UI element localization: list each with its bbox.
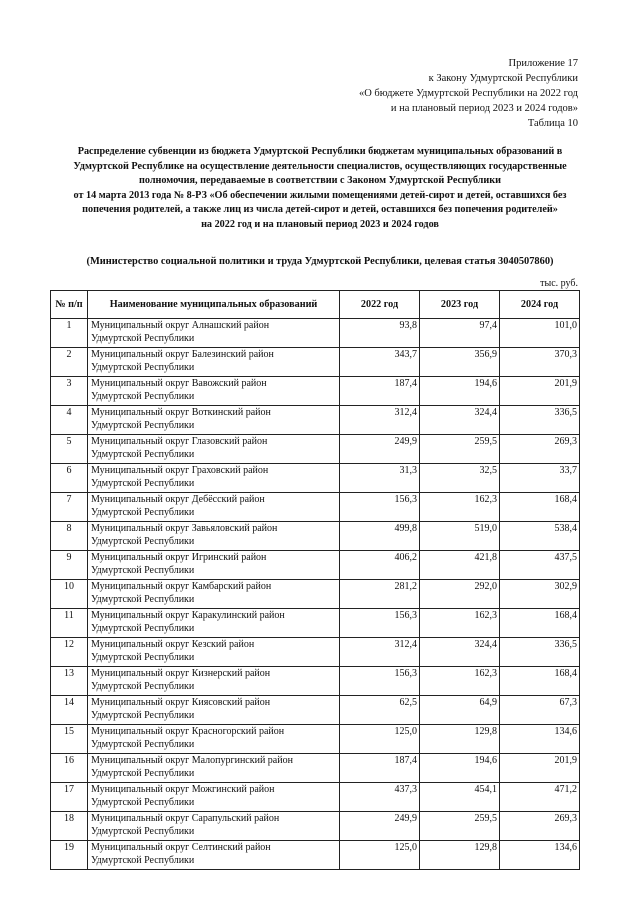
row-name-line: Удмуртской Республики xyxy=(91,825,195,837)
title-line: Распределение субвенции из бюджета Удмуртской Республики бюджетам муниципальных образований в xyxy=(77,146,563,157)
table-label: Таблица 10 xyxy=(527,118,578,129)
row-value-2023: 259,5 xyxy=(420,812,500,841)
table-row xyxy=(51,435,580,464)
ministry-subtitle: (Министерство социальной политики и труда Удмуртской Республики, целевая статья 3040507860) xyxy=(86,256,554,267)
table-row xyxy=(51,493,580,522)
row-name xyxy=(88,783,340,812)
table-row xyxy=(51,754,580,783)
row-value-2024: 168,4 xyxy=(500,493,580,522)
document-title xyxy=(48,145,592,233)
header-line: к Закону Удмуртской Республики xyxy=(428,73,578,84)
row-number: 14 xyxy=(51,696,88,725)
row-value-2024: 33,7 xyxy=(500,464,580,493)
row-name-line: Удмуртской Республики xyxy=(91,448,195,460)
header-name: Наименование муниципальных образований xyxy=(88,291,340,319)
row-number: 8 xyxy=(51,522,88,551)
row-number: 4 xyxy=(51,406,88,435)
row-name xyxy=(88,667,340,696)
table-row xyxy=(51,725,580,754)
title-line: от 14 марта 2013 года № 8-РЗ «Об обеспечении жилыми помещениями детей-сирот и детей, оставшихся без xyxy=(73,189,567,201)
row-value-2024: 168,4 xyxy=(500,609,580,638)
table-row xyxy=(51,812,580,841)
row-number: 6 xyxy=(51,464,88,493)
row-name xyxy=(88,638,340,667)
row-value-2022: 156,3 xyxy=(340,493,420,522)
row-value-2023: 97,4 xyxy=(420,319,500,348)
row-name-line: Удмуртской Республики xyxy=(91,767,195,779)
row-value-2022: 312,4 xyxy=(340,406,420,435)
row-number: 5 xyxy=(51,435,88,464)
row-value-2023: 129,8 xyxy=(420,725,500,754)
row-name-line: Муниципальный округ Вавожский район xyxy=(91,378,267,389)
row-value-2024: 437,5 xyxy=(500,551,580,580)
table-row xyxy=(51,406,580,435)
row-value-2022: 343,7 xyxy=(340,348,420,377)
row-name-line: Муниципальный округ Кизнерский район xyxy=(91,668,271,679)
row-name xyxy=(88,377,340,406)
table-row xyxy=(51,696,580,725)
row-value-2024: 302,9 xyxy=(500,580,580,609)
table-row xyxy=(51,609,580,638)
row-number: 17 xyxy=(51,783,88,812)
table-row xyxy=(51,580,580,609)
row-value-2023: 356,9 xyxy=(420,348,500,377)
row-name-line: Удмуртской Республики xyxy=(91,506,195,518)
row-value-2022: 156,3 xyxy=(340,609,420,638)
row-name xyxy=(88,493,340,522)
row-value-2022: 31,3 xyxy=(340,464,420,493)
table-row xyxy=(51,783,580,812)
row-number: 15 xyxy=(51,725,88,754)
row-name-line: Удмуртской Республики xyxy=(91,361,195,373)
row-value-2024: 168,4 xyxy=(500,667,580,696)
row-value-2023: 324,4 xyxy=(420,638,500,667)
row-value-2024: 101,0 xyxy=(500,319,580,348)
row-name xyxy=(88,841,340,870)
row-value-2022: 187,4 xyxy=(340,377,420,406)
header-2024: 2024 год xyxy=(500,291,580,319)
row-value-2024: 134,6 xyxy=(500,841,580,870)
row-value-2023: 194,6 xyxy=(420,754,500,783)
header-line: и на плановый период 2023 и 2024 годов» xyxy=(390,103,578,114)
row-number: 9 xyxy=(51,551,88,580)
header-2022: 2022 год xyxy=(340,291,420,319)
table-row xyxy=(51,348,580,377)
table-row xyxy=(51,522,580,551)
row-name-line: Муниципальный округ Можгинский район xyxy=(91,784,275,795)
row-value-2022: 437,3 xyxy=(340,783,420,812)
row-number: 16 xyxy=(51,754,88,783)
row-name-line: Удмуртской Республики xyxy=(91,564,195,576)
row-name-line: Муниципальный округ Сарапульский район xyxy=(91,813,280,824)
row-value-2022: 125,0 xyxy=(340,841,420,870)
row-name xyxy=(88,725,340,754)
row-value-2022: 156,3 xyxy=(340,667,420,696)
row-value-2023: 421,8 xyxy=(420,551,500,580)
title-line: на 2022 год и на плановый период 2023 и 2024 годов xyxy=(201,218,439,230)
row-value-2024: 269,3 xyxy=(500,435,580,464)
row-value-2023: 292,0 xyxy=(420,580,500,609)
row-name-line: Муниципальный округ Малопургинский район xyxy=(91,755,293,766)
subvention-table xyxy=(50,290,580,870)
document-header xyxy=(359,56,578,131)
row-name xyxy=(88,551,340,580)
header-2023: 2023 год xyxy=(420,291,500,319)
row-name-line: Удмуртской Республики xyxy=(91,332,195,344)
row-name xyxy=(88,696,340,725)
row-name-line: Удмуртской Республики xyxy=(91,535,195,547)
row-name-line: Удмуртской Республики xyxy=(91,593,195,605)
row-number: 7 xyxy=(51,493,88,522)
row-name-line: Муниципальный округ Кезский район xyxy=(91,639,255,650)
row-value-2022: 281,2 xyxy=(340,580,420,609)
row-number: 13 xyxy=(51,667,88,696)
row-name-line: Муниципальный округ Воткинский район xyxy=(91,407,271,418)
row-name-line: Муниципальный округ Алнашский район xyxy=(91,320,270,331)
row-name-line: Муниципальный округ Игринский район xyxy=(91,552,267,563)
row-name-line: Муниципальный округ Граховский район xyxy=(91,465,269,476)
row-value-2022: 62,5 xyxy=(340,696,420,725)
row-name-line: Удмуртской Республики xyxy=(91,622,195,634)
row-name-line: Удмуртской Республики xyxy=(91,796,195,808)
row-value-2023: 162,3 xyxy=(420,667,500,696)
row-name-line: Муниципальный округ Киясовский район xyxy=(91,697,271,708)
row-value-2023: 64,9 xyxy=(420,696,500,725)
table-row xyxy=(51,464,580,493)
row-number: 2 xyxy=(51,348,88,377)
row-name-line: Удмуртской Республики xyxy=(91,680,195,692)
row-name-line: Удмуртской Республики xyxy=(91,651,195,663)
row-value-2024: 471,2 xyxy=(500,783,580,812)
row-name xyxy=(88,812,340,841)
table-row xyxy=(51,551,580,580)
row-value-2022: 93,8 xyxy=(340,319,420,348)
row-value-2023: 162,3 xyxy=(420,609,500,638)
row-name xyxy=(88,464,340,493)
row-value-2024: 134,6 xyxy=(500,725,580,754)
row-number: 10 xyxy=(51,580,88,609)
row-value-2024: 336,5 xyxy=(500,638,580,667)
row-name xyxy=(88,319,340,348)
row-number: 1 xyxy=(51,319,88,348)
row-value-2022: 406,2 xyxy=(340,551,420,580)
row-value-2022: 249,9 xyxy=(340,812,420,841)
row-name xyxy=(88,348,340,377)
row-value-2024: 370,3 xyxy=(500,348,580,377)
row-value-2022: 125,0 xyxy=(340,725,420,754)
row-name-line: Муниципальный округ Селтинский район xyxy=(91,842,271,853)
header-line: Приложение 17 xyxy=(508,58,578,69)
row-name-line: Муниципальный округ Дебёсский район xyxy=(91,494,265,505)
row-value-2022: 249,9 xyxy=(340,435,420,464)
header-number: № п/п xyxy=(51,291,88,319)
row-value-2024: 269,3 xyxy=(500,812,580,841)
row-value-2023: 162,3 xyxy=(420,493,500,522)
row-value-2024: 538,4 xyxy=(500,522,580,551)
title-line: Удмуртской Республике на осуществление деятельности специалистов, осуществляющих государственные xyxy=(73,160,567,172)
row-name-line: Муниципальный округ Глазовский район xyxy=(91,436,268,447)
row-value-2024: 336,5 xyxy=(500,406,580,435)
table-row xyxy=(51,667,580,696)
row-name xyxy=(88,406,340,435)
row-name xyxy=(88,522,340,551)
row-number: 18 xyxy=(51,812,88,841)
row-value-2023: 129,8 xyxy=(420,841,500,870)
row-value-2022: 187,4 xyxy=(340,754,420,783)
row-name-line: Удмуртской Республики xyxy=(91,854,195,866)
row-value-2022: 499,8 xyxy=(340,522,420,551)
row-name-line: Муниципальный округ Завьяловский район xyxy=(91,523,278,534)
row-name-line: Удмуртской Республики xyxy=(91,709,195,721)
row-name-line: Муниципальный округ Каракулинский район xyxy=(91,610,285,621)
row-value-2022: 312,4 xyxy=(340,638,420,667)
row-value-2023: 32,5 xyxy=(420,464,500,493)
row-value-2024: 201,9 xyxy=(500,754,580,783)
units-label: тыс. руб. xyxy=(540,278,578,289)
row-name-line: Муниципальный округ Красногорский район xyxy=(91,726,285,737)
row-number: 3 xyxy=(51,377,88,406)
row-name-line: Удмуртской Республики xyxy=(91,477,195,489)
table-header-row xyxy=(51,291,580,319)
row-name-line: Удмуртской Республики xyxy=(91,419,195,431)
row-value-2024: 201,9 xyxy=(500,377,580,406)
table-row xyxy=(51,638,580,667)
row-number: 19 xyxy=(51,841,88,870)
row-name-line: Муниципальный округ Балезинский район xyxy=(91,349,274,360)
row-number: 11 xyxy=(51,609,88,638)
title-line: полномочия, передаваемые в соответствии с Законом Удмуртской Республики xyxy=(138,175,502,187)
row-number: 12 xyxy=(51,638,88,667)
row-value-2023: 324,4 xyxy=(420,406,500,435)
row-name xyxy=(88,580,340,609)
table-row xyxy=(51,841,580,870)
row-name-line: Муниципальный округ Камбарский район xyxy=(91,581,272,592)
row-name-line: Удмуртской Республики xyxy=(91,390,195,402)
row-name xyxy=(88,435,340,464)
row-value-2023: 259,5 xyxy=(420,435,500,464)
header-line: «О бюджете Удмуртской Республики на 2022 год xyxy=(358,88,578,99)
row-name xyxy=(88,754,340,783)
row-value-2024: 67,3 xyxy=(500,696,580,725)
row-value-2023: 519,0 xyxy=(420,522,500,551)
title-line: попечения родителей, а также лиц из числа детей-сирот и детей, оставшихся без попечения родителей» xyxy=(82,204,558,216)
row-value-2023: 194,6 xyxy=(420,377,500,406)
table-row xyxy=(51,319,580,348)
row-name xyxy=(88,609,340,638)
row-value-2023: 454,1 xyxy=(420,783,500,812)
table-body xyxy=(51,319,580,870)
table-row xyxy=(51,377,580,406)
row-name-line: Удмуртской Республики xyxy=(91,738,195,750)
